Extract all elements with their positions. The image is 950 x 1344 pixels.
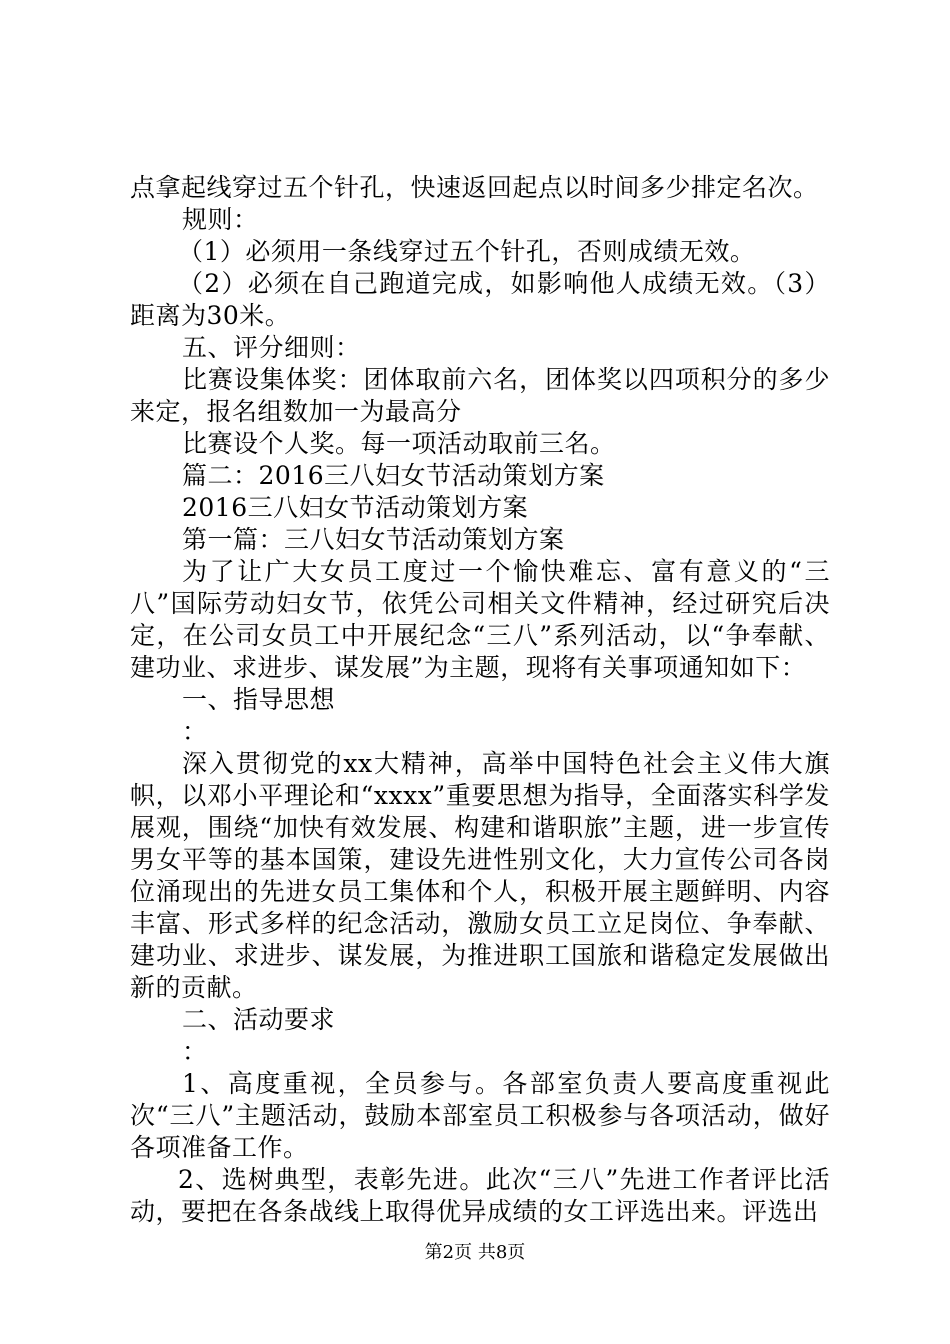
colon-line: ： xyxy=(182,717,208,746)
section-heading: 二、活动要求 xyxy=(182,1005,336,1034)
document-body xyxy=(130,172,830,1228)
paragraph: 深入贯彻党的xx大精神，高举中国特色社会主义伟大旗帜，以邓小平理论和“xxxx”重要思想为指导，全面落实科学发展观，围绕“加快有效发展、构建和谐职旅”主题，进一步宣传男女平等的基本国策，建设先进性别文化，大力宣传公司各岗位涌现出的先进女员工集体和个人，积极开展主题鲜明、内容丰富、形式多样的纪念活动，激励女员工立足岗位、争奉献、建功业、求进步、谋发展，为推进职工国旅和谐稳定发展做出新的贡献。 xyxy=(130,749,830,1002)
page-footer xyxy=(0,1242,950,1264)
page-number: 第2页 共8页 xyxy=(424,1242,526,1263)
paragraph: 比赛设个人奖。每一项活动取前三名。 xyxy=(182,429,616,458)
chapter-heading: 篇二：2016三八妇女节活动策划方案 xyxy=(182,461,605,490)
paragraph: 为了让广大女员工度过一个愉快难忘、富有意义的“三八”国际劳动妇女节，依凭公司相关文件精神，经过研究后决定，在公司女员工中开展纪念“三八”系列活动，以“争奉献、建功业、求进步、谋发展”为主题，现将有关事项通知如下： xyxy=(130,557,830,682)
rules-heading: 规则： xyxy=(182,205,259,234)
paragraph: （1）必须用一条线穿过五个针孔，否则成绩无效。 xyxy=(178,237,756,266)
paragraph: （2）必须在自己跑道完成，如影响他人成绩无效。（3）距离为30米。 xyxy=(130,269,830,330)
paragraph: 1、高度重视，全员参与。各部室负责人要高度重视此次“三八”主题活动，鼓励本部室员工积极参与各项活动，做好各项准备工作。 xyxy=(130,1069,830,1162)
paragraph: 点拿起线穿过五个针孔，快速返回起点以时间多少排定名次。 xyxy=(130,173,819,202)
section-heading: 五、评分细则： xyxy=(182,333,361,362)
section-heading: 一、指导思想 xyxy=(182,685,336,714)
paragraph: 2、选树典型，表彰先进。此次“三八”先进工作者评比活动，要把在各条战线上取得优异成绩的女工评选出来。评选出 xyxy=(130,1165,830,1226)
part-heading: 第一篇：三八妇女节活动策划方案 xyxy=(182,525,565,554)
paragraph: 比赛设集体奖：团体取前六名，团体奖以四项积分的多少来定，报名组数加一为最高分 xyxy=(130,365,830,426)
document-title: 2016三八妇女节活动策划方案 xyxy=(182,493,529,522)
colon-line: ： xyxy=(182,1037,208,1066)
